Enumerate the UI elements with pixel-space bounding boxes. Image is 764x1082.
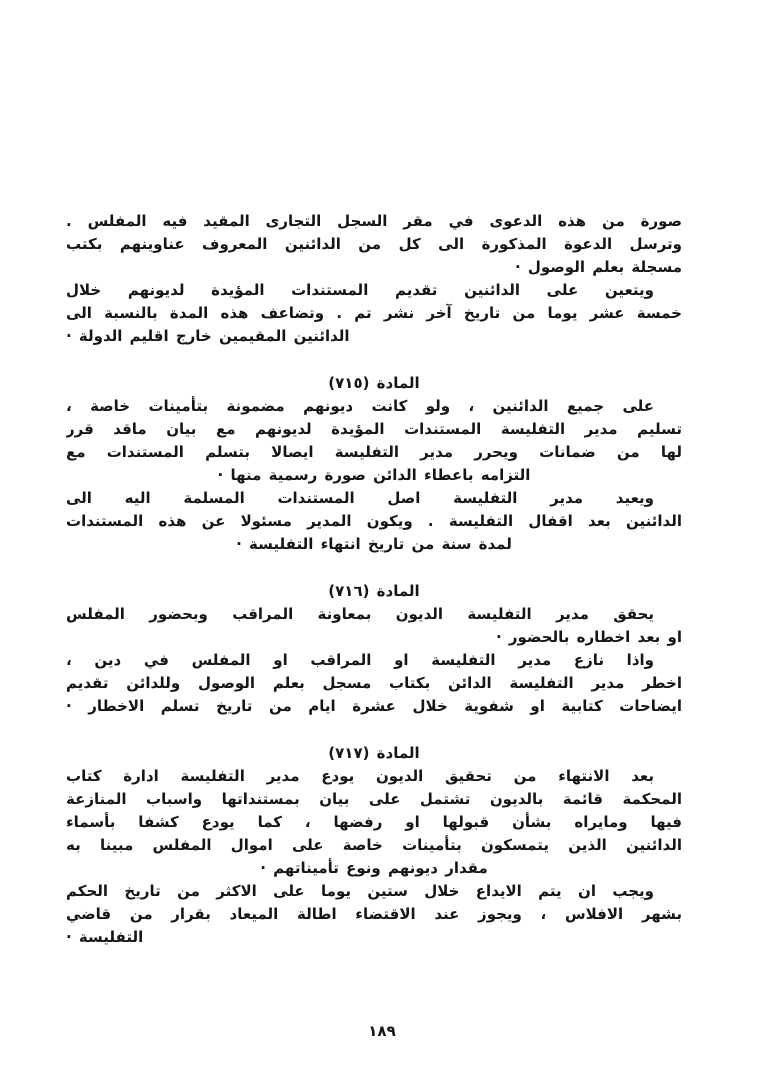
article-heading: المادة (٧١٥)	[328, 374, 420, 392]
text-line: ويعيد مدير التفليسة اصل المستندات المسلمة اليه الى	[66, 489, 654, 507]
text-line: التفليسة ·	[66, 928, 144, 946]
text-line: صورة من هذه الدعوى في مقر السجل التجارى المقيد فيه المفلس .	[66, 212, 682, 230]
text-line: تسليم مدير التفليسة المستندات المؤيدة لديونهم مع بيان ماقد قرر	[66, 420, 682, 438]
text-line: او بعد اخطاره بالحضور ·	[495, 628, 682, 646]
paragraph	[66, 765, 682, 880]
page-number: ١٨٩	[368, 1022, 396, 1040]
text-line: فيها ومايراه بشأن قبولها او رفضها ، كما يودع كشفا بأسماء	[66, 813, 682, 831]
text-line: لمدة سنة من تاريخ انتهاء التفليسة ·	[236, 535, 512, 553]
text-line: على جميع الدائنين ، ولو كانت ديونهم مضمونة بتأمينات خاصة ،	[66, 397, 654, 415]
text-line: الدائنين المقيمين خارج اقليم الدولة ·	[66, 327, 350, 345]
paragraph	[66, 279, 682, 348]
text-line: الدائنين بعد اقفال التفليسة . ويكون المدير مسئولا عن هذه المستندات	[66, 512, 682, 530]
text-line: لها من ضمانات ويحرر مدير التفليسة ايصالا بتسلم المستندات مع	[66, 443, 682, 461]
text-line: وترسل الدعوة المذكورة الى كل من الدائنين المعروف عناوينهم بكتب	[66, 235, 682, 253]
text-line: اخطر مدير التفليسة الدائن بكتاب مسجل بعلم الوصول وللدائن تقديم	[66, 674, 682, 692]
article-heading: المادة (٧١٦)	[328, 582, 420, 600]
paragraph	[66, 487, 682, 556]
document-text-body	[66, 210, 682, 949]
text-line: ويتعين على الدائنين تقديم المستندات المؤيدة لديونهم خلال	[66, 281, 654, 299]
text-line: يحقق مدير التفليسة الديون بمعاونة المراقب وبحضور المفلس	[66, 605, 654, 623]
text-line: ايضاحات كتابية او شفوية خلال عشرة ايام من تاريخ تسلم الاخطار ·	[66, 697, 682, 715]
paragraph	[66, 603, 682, 649]
paragraph	[66, 649, 682, 718]
text-line: بعد الانتهاء من تحقيق الديون يودع مدير التفليسة ادارة كتاب	[66, 767, 654, 785]
text-line: ويجب ان يتم الايداع خلال ستين يوما على الاكثر من تاريخ الحكم	[66, 882, 654, 900]
text-line: بشهر الافلاس ، ويجوز عند الاقتضاء اطالة الميعاد بقرار من قاضي	[66, 905, 682, 923]
text-line: الدائنين الذين يتمسكون بتأمينات خاصة على اموال المفلس مبينا به	[66, 836, 682, 854]
paragraph	[66, 395, 682, 487]
text-line: مقدار ديونهم ونوع تأميناتهم ·	[260, 859, 488, 877]
text-line: التزامه باعطاء الدائن صورة رسمية منها ·	[217, 466, 531, 484]
text-line: واذا نازع مدير التفليسة او المراقب او المفلس في دين ،	[66, 651, 654, 669]
paragraph	[66, 210, 682, 279]
text-line: خمسة عشر يوما من تاريخ آخر نشر تم . وتضاعف هذه المدة بالنسبة الى	[66, 304, 682, 322]
paragraph	[66, 880, 682, 949]
text-line: مسجلة بعلم الوصول ·	[514, 258, 682, 276]
article-heading: المادة (٧١٧)	[328, 744, 420, 762]
text-line: المحكمة قائمة بالديون تشتمل على بيان بمستنداتها واسباب المنازعة	[66, 790, 682, 808]
